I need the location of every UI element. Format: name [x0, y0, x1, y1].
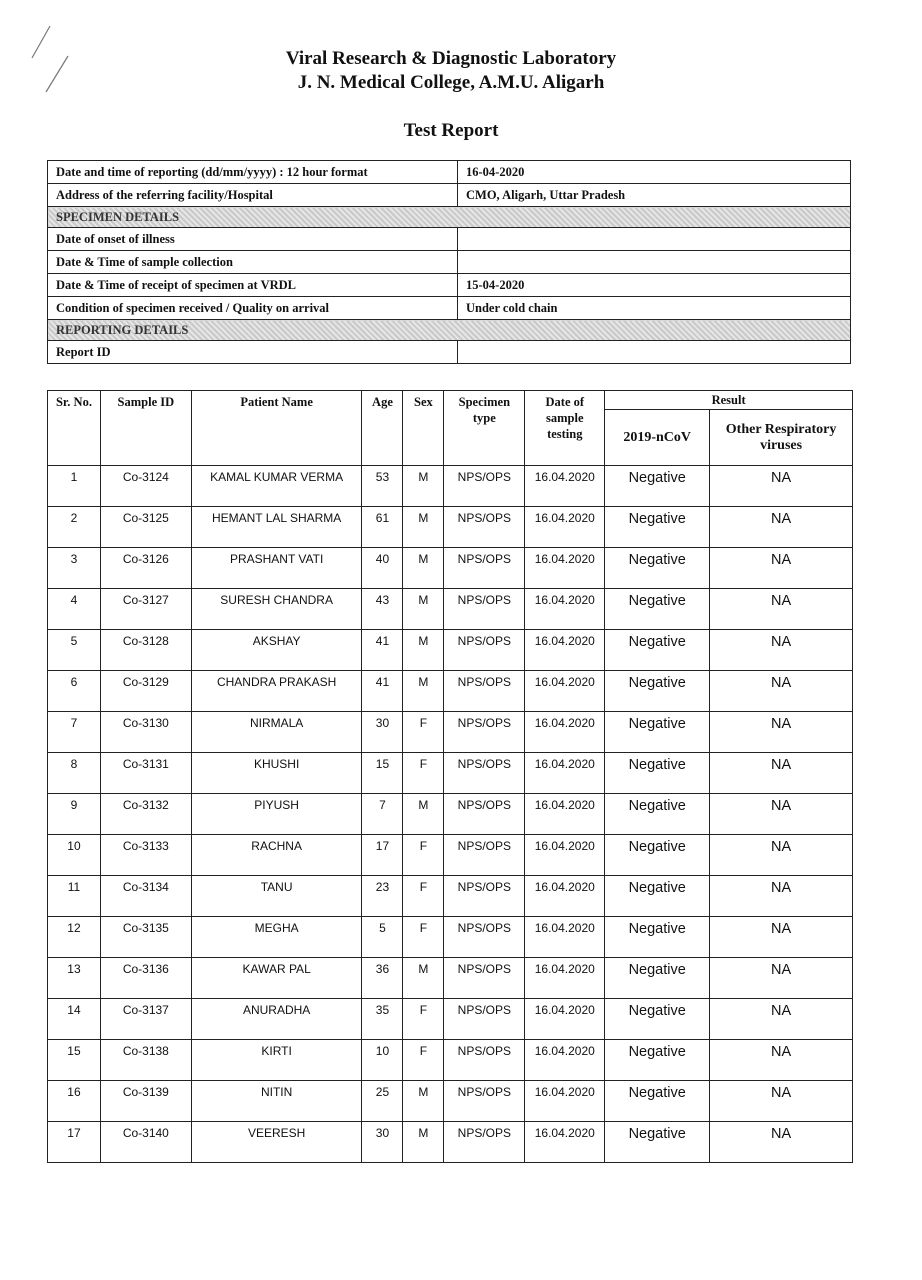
cell-age: 30	[362, 1122, 403, 1163]
cell-date-testing: 16.04.2020	[525, 958, 605, 999]
col-header-age: Age	[362, 391, 403, 466]
cell-result-other: NA	[710, 917, 853, 958]
table-row	[48, 835, 853, 876]
cell-age: 17	[362, 835, 403, 876]
cell-sample-id: Co-3132	[100, 794, 191, 835]
cell-sample-id: Co-3135	[100, 917, 191, 958]
cell-result-other: NA	[710, 712, 853, 753]
cell-age: 36	[362, 958, 403, 999]
cell-specimen-type: NPS/OPS	[444, 589, 525, 630]
info-value	[458, 251, 851, 274]
table-row	[48, 958, 853, 999]
cell-result-other: NA	[710, 630, 853, 671]
cell-date-testing: 16.04.2020	[525, 630, 605, 671]
cell-date-testing: 16.04.2020	[525, 712, 605, 753]
table-row	[48, 1040, 853, 1081]
cell-sr: 6	[48, 671, 101, 712]
cell-patient-name: KAWAR PAL	[191, 958, 362, 999]
col-header-sr: Sr. No.	[48, 391, 101, 466]
cell-result-ncov: Negative	[605, 753, 710, 794]
cell-age: 15	[362, 753, 403, 794]
cell-result-ncov: Negative	[605, 671, 710, 712]
cell-sample-id: Co-3124	[100, 466, 191, 507]
info-row-report-id	[48, 341, 851, 364]
cell-patient-name: NITIN	[191, 1081, 362, 1122]
cell-patient-name: KHUSHI	[191, 753, 362, 794]
cell-sr: 15	[48, 1040, 101, 1081]
section-specimen-details	[48, 207, 851, 228]
cell-sex: M	[403, 671, 444, 712]
cell-patient-name: NIRMALA	[191, 712, 362, 753]
cell-age: 23	[362, 876, 403, 917]
col-header-result: Result	[605, 391, 853, 410]
cell-age: 10	[362, 1040, 403, 1081]
cell-sr: 17	[48, 1122, 101, 1163]
cell-date-testing: 16.04.2020	[525, 589, 605, 630]
cell-result-ncov: Negative	[605, 548, 710, 589]
cell-sex: M	[403, 1122, 444, 1163]
cell-sr: 1	[48, 466, 101, 507]
cell-date-testing: 16.04.2020	[525, 835, 605, 876]
info-label: Condition of specimen received / Quality on arrival	[48, 297, 458, 320]
cell-specimen-type: NPS/OPS	[444, 630, 525, 671]
col-header-sex: Sex	[403, 391, 444, 466]
cell-age: 5	[362, 917, 403, 958]
cell-sr: 4	[48, 589, 101, 630]
cell-result-other: NA	[710, 876, 853, 917]
cell-date-testing: 16.04.2020	[525, 753, 605, 794]
info-value	[458, 228, 851, 251]
cell-sr: 2	[48, 507, 101, 548]
cell-result-other: NA	[710, 466, 853, 507]
cell-result-other: NA	[710, 671, 853, 712]
table-row	[48, 548, 853, 589]
table-row	[48, 917, 853, 958]
col-header-date-testing: Date of sample testing	[525, 391, 605, 466]
results-body	[48, 466, 853, 1163]
cell-patient-name: TANU	[191, 876, 362, 917]
cell-specimen-type: NPS/OPS	[444, 1040, 525, 1081]
results-table	[47, 390, 853, 1163]
cell-age: 25	[362, 1081, 403, 1122]
info-table	[47, 160, 851, 364]
cell-specimen-type: NPS/OPS	[444, 507, 525, 548]
cell-sex: F	[403, 835, 444, 876]
cell-specimen-type: NPS/OPS	[444, 794, 525, 835]
cell-sr: 3	[48, 548, 101, 589]
cell-patient-name: KIRTI	[191, 1040, 362, 1081]
cell-age: 41	[362, 671, 403, 712]
info-label: Address of the referring facility/Hospital	[48, 184, 458, 207]
cell-result-other: NA	[710, 507, 853, 548]
cell-result-other: NA	[710, 999, 853, 1040]
info-label: Report ID	[48, 341, 458, 364]
info-value: CMO, Aligarh, Uttar Pradesh	[458, 184, 851, 207]
cell-specimen-type: NPS/OPS	[444, 671, 525, 712]
cell-patient-name: KAMAL KUMAR VERMA	[191, 466, 362, 507]
info-label: Date & Time of receipt of specimen at VRDL	[48, 274, 458, 297]
cell-sex: F	[403, 876, 444, 917]
cell-sex: M	[403, 548, 444, 589]
cell-result-ncov: Negative	[605, 794, 710, 835]
cell-sample-id: Co-3139	[100, 1081, 191, 1122]
cell-age: 40	[362, 548, 403, 589]
cell-sample-id: Co-3134	[100, 876, 191, 917]
cell-result-ncov: Negative	[605, 1122, 710, 1163]
cell-patient-name: CHANDRA PRAKASH	[191, 671, 362, 712]
cell-age: 53	[362, 466, 403, 507]
cell-sex: M	[403, 794, 444, 835]
table-row	[48, 794, 853, 835]
cell-sample-id: Co-3133	[100, 835, 191, 876]
info-value: Under cold chain	[458, 297, 851, 320]
cell-result-ncov: Negative	[605, 1081, 710, 1122]
cell-sample-id: Co-3129	[100, 671, 191, 712]
cell-result-other: NA	[710, 1040, 853, 1081]
cell-date-testing: 16.04.2020	[525, 671, 605, 712]
cell-sex: F	[403, 1040, 444, 1081]
cell-date-testing: 16.04.2020	[525, 999, 605, 1040]
info-label: Date of onset of illness	[48, 228, 458, 251]
cell-specimen-type: NPS/OPS	[444, 466, 525, 507]
cell-sex: F	[403, 999, 444, 1040]
table-row	[48, 712, 853, 753]
cell-sr: 10	[48, 835, 101, 876]
info-row-condition	[48, 297, 851, 320]
cell-date-testing: 16.04.2020	[525, 1081, 605, 1122]
cell-specimen-type: NPS/OPS	[444, 1122, 525, 1163]
table-row	[48, 1081, 853, 1122]
cell-result-other: NA	[710, 753, 853, 794]
cell-result-ncov: Negative	[605, 835, 710, 876]
cell-result-ncov: Negative	[605, 917, 710, 958]
cell-sex: F	[403, 917, 444, 958]
cell-specimen-type: NPS/OPS	[444, 1081, 525, 1122]
cell-age: 43	[362, 589, 403, 630]
cell-specimen-type: NPS/OPS	[444, 999, 525, 1040]
cell-result-other: NA	[710, 1122, 853, 1163]
cell-result-other: NA	[710, 1081, 853, 1122]
cell-sr: 14	[48, 999, 101, 1040]
info-row-reporting	[48, 161, 851, 184]
cell-sex: M	[403, 958, 444, 999]
cell-date-testing: 16.04.2020	[525, 876, 605, 917]
cell-result-other: NA	[710, 589, 853, 630]
cell-result-other: NA	[710, 548, 853, 589]
cell-patient-name: HEMANT LAL SHARMA	[191, 507, 362, 548]
cell-specimen-type: NPS/OPS	[444, 548, 525, 589]
cell-patient-name: ANURADHA	[191, 999, 362, 1040]
table-row	[48, 753, 853, 794]
info-row-collection	[48, 251, 851, 274]
cell-sr: 5	[48, 630, 101, 671]
info-row-address	[48, 184, 851, 207]
section-reporting-details	[48, 320, 851, 341]
cell-result-ncov: Negative	[605, 589, 710, 630]
college-name: J. N. Medical College, A.M.U. Aligarh	[297, 72, 605, 93]
cell-sample-id: Co-3138	[100, 1040, 191, 1081]
col-header-sample-id: Sample ID	[100, 391, 191, 466]
cell-sr: 16	[48, 1081, 101, 1122]
info-value	[458, 341, 851, 364]
cell-sex: M	[403, 630, 444, 671]
cell-sex: M	[403, 589, 444, 630]
table-row	[48, 507, 853, 548]
cell-result-ncov: Negative	[605, 999, 710, 1040]
cell-age: 41	[362, 630, 403, 671]
cell-sample-id: Co-3131	[100, 753, 191, 794]
cell-result-ncov: Negative	[605, 712, 710, 753]
cell-sex: F	[403, 712, 444, 753]
cell-sr: 11	[48, 876, 101, 917]
lab-name: Viral Research & Diagnostic Laboratory	[285, 48, 617, 69]
cell-sex: M	[403, 1081, 444, 1122]
cell-sr: 13	[48, 958, 101, 999]
report-title: Test Report	[403, 120, 499, 141]
info-value: 15-04-2020	[458, 274, 851, 297]
section-title: SPECIMEN DETAILS	[48, 207, 851, 228]
cell-patient-name: RACHNA	[191, 835, 362, 876]
cell-result-ncov: Negative	[605, 507, 710, 548]
cell-result-ncov: Negative	[605, 876, 710, 917]
cell-patient-name: MEGHA	[191, 917, 362, 958]
cell-age: 30	[362, 712, 403, 753]
col-header-ncov: 2019-nCoV	[605, 410, 710, 466]
cell-result-other: NA	[710, 958, 853, 999]
cell-sample-id: Co-3137	[100, 999, 191, 1040]
cell-result-ncov: Negative	[605, 1040, 710, 1081]
table-row	[48, 630, 853, 671]
cell-patient-name: AKSHAY	[191, 630, 362, 671]
cell-result-ncov: Negative	[605, 958, 710, 999]
col-header-other-viruses: Other Respiratory viruses	[710, 410, 853, 466]
section-title: REPORTING DETAILS	[48, 320, 851, 341]
cell-date-testing: 16.04.2020	[525, 507, 605, 548]
info-label: Date and time of reporting (dd/mm/yyyy) : 12 hour format	[48, 161, 458, 184]
cell-sr: 8	[48, 753, 101, 794]
info-label: Date & Time of sample collection	[48, 251, 458, 274]
cell-sample-id: Co-3136	[100, 958, 191, 999]
cell-specimen-type: NPS/OPS	[444, 753, 525, 794]
cell-specimen-type: NPS/OPS	[444, 712, 525, 753]
cell-date-testing: 16.04.2020	[525, 794, 605, 835]
cell-sample-id: Co-3125	[100, 507, 191, 548]
cell-specimen-type: NPS/OPS	[444, 958, 525, 999]
col-header-specimen-type: Specimen type	[444, 391, 525, 466]
cell-date-testing: 16.04.2020	[525, 548, 605, 589]
cell-sr: 12	[48, 917, 101, 958]
cell-date-testing: 16.04.2020	[525, 1122, 605, 1163]
table-row	[48, 466, 853, 507]
table-row	[48, 876, 853, 917]
info-row-receipt	[48, 274, 851, 297]
cell-result-ncov: Negative	[605, 630, 710, 671]
cell-result-ncov: Negative	[605, 466, 710, 507]
cell-date-testing: 16.04.2020	[525, 1040, 605, 1081]
cell-patient-name: PRASHANT VATI	[191, 548, 362, 589]
cell-sample-id: Co-3140	[100, 1122, 191, 1163]
cell-sr: 9	[48, 794, 101, 835]
table-row	[48, 1122, 853, 1163]
cell-date-testing: 16.04.2020	[525, 466, 605, 507]
cell-sr: 7	[48, 712, 101, 753]
cell-sample-id: Co-3128	[100, 630, 191, 671]
table-row	[48, 589, 853, 630]
cell-date-testing: 16.04.2020	[525, 917, 605, 958]
cell-sample-id: Co-3127	[100, 589, 191, 630]
table-header-row	[48, 391, 853, 410]
cell-sex: M	[403, 466, 444, 507]
info-value: 16-04-2020	[458, 161, 851, 184]
cell-sex: M	[403, 507, 444, 548]
info-row-onset	[48, 228, 851, 251]
cell-result-other: NA	[710, 835, 853, 876]
cell-patient-name: VEERESH	[191, 1122, 362, 1163]
cell-sample-id: Co-3126	[100, 548, 191, 589]
cell-sample-id: Co-3130	[100, 712, 191, 753]
cell-specimen-type: NPS/OPS	[444, 917, 525, 958]
table-row	[48, 999, 853, 1040]
col-header-patient-name: Patient Name	[191, 391, 362, 466]
cell-age: 35	[362, 999, 403, 1040]
cell-age: 7	[362, 794, 403, 835]
cell-sex: F	[403, 753, 444, 794]
cell-patient-name: SURESH CHANDRA	[191, 589, 362, 630]
cell-patient-name: PIYUSH	[191, 794, 362, 835]
cell-specimen-type: NPS/OPS	[444, 835, 525, 876]
cell-result-other: NA	[710, 794, 853, 835]
table-row	[48, 671, 853, 712]
cell-specimen-type: NPS/OPS	[444, 876, 525, 917]
cell-age: 61	[362, 507, 403, 548]
